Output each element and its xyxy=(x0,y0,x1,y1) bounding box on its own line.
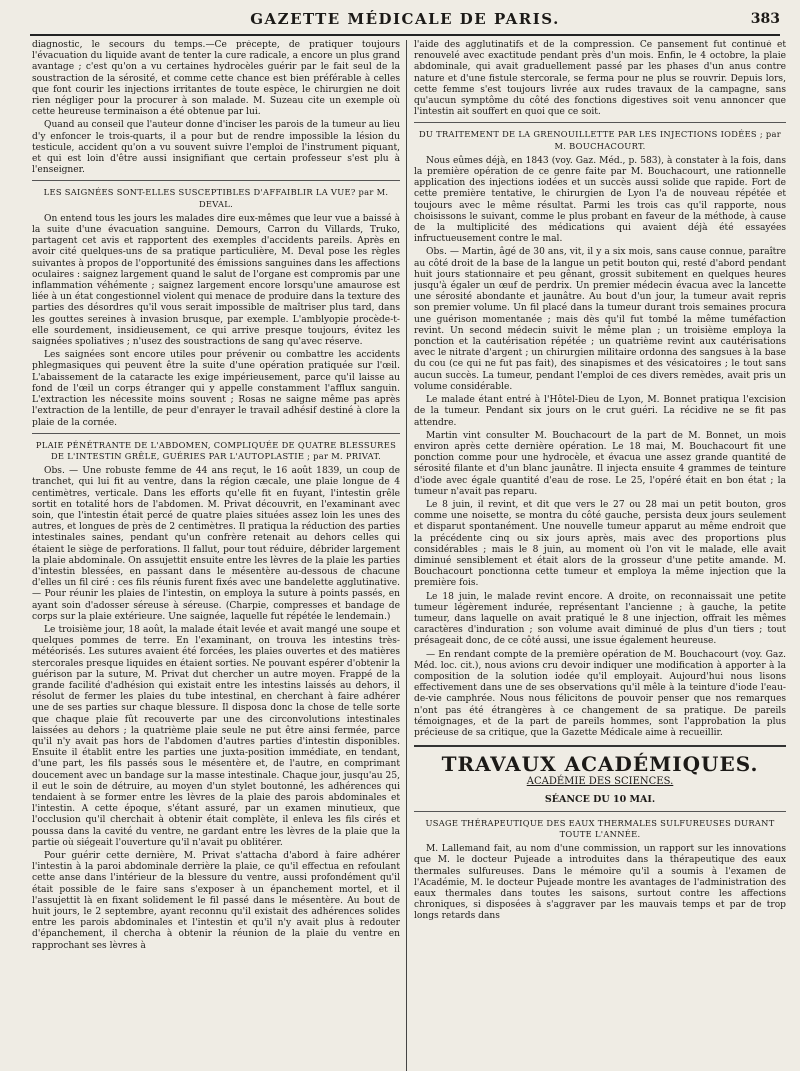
paragraph: Nous eûmes déjà, en 1843 (voy. Gaz. Méd., p. 583), à constater à la fois, dans la première opération de ce genre faite par M. Bouchacourt, une rationnelle application des injections iodées et un succès aussi solide que rapide. Fort de cette première tentative, le chirurgien de Lyon l'a de nouveau répétée et toujours avec le même résultat. Parmi les trois cas qu'il rapporte, nous choisissons le suivant, comme le plus probant en faveur de la méthode, à cause de la multiplicité des médications qui avaient déjà été essayées infructueusement contre le mal. xyxy=(414,155,786,245)
paragraph: Quand au conseil que l'auteur donne d'inciser les parois de la tumeur au lieu d'y enfoncer le trois-quarts, il a pour but de rendre impossible la lésion du testicule, accident qu'on a vu souvent suivre l'emploi de l'instrument piquant, et qui est loin d'être aussi insignifiant que certain professeur s'est plu à l'enseigner. xyxy=(32,120,400,176)
section-rule xyxy=(32,433,400,434)
paragraph: Le malade étant entré à l'Hôtel-Dieu de Lyon, M. Bonnet pratiqua l'excision de la tumeur. Pendant six jours on le crut guéri. La récidive ne se fit pas attendre. xyxy=(414,395,786,428)
right-column xyxy=(414,40,786,1071)
article-heading: DU TRAITEMENT DE LA GRENOUILLETTE PAR LES INJECTIONS IODÉES ; par M. BOUCHACOURT. xyxy=(418,129,781,151)
session-heading: SÉANCE DU 10 MAI. xyxy=(544,793,656,805)
masthead xyxy=(30,10,780,32)
section-rule xyxy=(414,745,786,747)
article-heading: LES SAIGNÉES SONT-ELLES SUSCEPTIBLES D'AFFAIBLIR LA VUE? par M. DEVAL. xyxy=(43,187,389,209)
newspaper-title: GAZETTE MÉDICALE DE PARIS. xyxy=(250,10,560,28)
academy-heading: ACADÉMIE DES SCIENCES. xyxy=(526,776,674,788)
paragraph: Le 18 juin, le malade revint encore. A droite, on reconnaissait une petite tumeur légèrement indurée, représentant l'ancienne ; à gauche, la petite tumeur, dans laquelle on avait pratiqué le 8 une injection, offrait les mêmes caractères d'induration ; son volume avait diminué de plus d'un tiers ; tout présageait donc, de ce côté aussi, une issue également heureuse. xyxy=(414,591,786,647)
paragraph: Les saignées sont encore utiles pour prévenir ou combattre les accidents phlegmasiques qui peuvent être la suite d'une opération pratiquée sur l'œil. L'abaissement de la cataracte les exige impérieusement, parce qu'il laisse au fond de l'œil un corps étranger qui y appelle constamment l'afflux sanguin. L'extraction les nécessite moins souvent ; Rosas ne saigne même pas après l'extraction de la lentille, de peur d'enrayer le travail adhésif destiné à clore la plaie de la cornée. xyxy=(32,350,400,428)
page-number: 383 xyxy=(750,11,780,27)
paragraph: l'aide des agglutinatifs et de la compression. Ce pansement fut continué et renouvelé avec exactitude pendant près d'un mois. Enfin, le 4 octobre, la plaie abdominale, qui avait graduellement passé par les phases d'un anus contre nature et d'une fistule stercorale, se ferma pour ne plus se rouvrir. Depuis lors, cette femme s'est toujours livrée aux rudes travaux de la campagne, sans qu'aucun symptôme du côté des fonctions digestives soit venu annoncer que l'intestin ait souffert en quoi que ce soit. xyxy=(414,40,786,118)
paragraph: Le 8 juin, il revint, et dit que vers le 27 ou 28 mai un petit bouton, gros comme une noisette, se montra du côté gauche, persista deux jours seulement et disparut spontanément. Une nouvelle tumeur apparut au même endroit que la précédente cinq ou six jours après, mais avec des proportions plus considérables ; mais le 8 juin, au moment où l'on vit le malade, elle avait diminué sensiblement et était alors de la grosseur d'une petite amande. M. Bouchacourt ponctionna cette tumeur et employa la même injection que la première fois. xyxy=(414,499,786,589)
column-divider xyxy=(406,40,407,1071)
header-rule xyxy=(30,34,780,36)
section-rule xyxy=(414,811,786,812)
paragraph: Le troisième jour, 18 août, la malade était levée et avait mangé une soupe et quelques pommes de terre. En l'examinant, on trouva les intestins très-météorisés. Les sutures avaient été forcées, les plaies ouvertes et des matières stercorales presque liquides en étaient sorties. Ne pouvant espérer d'obtenir la guérison par la suture, M. Privat dut chercher un autre moyen. Frappé de la grande facilité d'adhésion qui existait entre les intestins laissés au dehors, il résolut de fermer les plaies du tube intestinal, en cherchant à faire adhérer une de ses parties sur chaque blessure. Il disposa donc la chose de telle sorte que chaque plaie fût recouverte par une des circonvolutions intestinales laissées au dehors ; la quatrième plaie seule ne put être ainsi fermée, parce qu'il n'y avait pas hors de l'abdomen d'autres parties d'intestin disponibles. Ensuite il établit entre les parties une juxta-position immédiate, en tendant, d'une part, les fils passés sous le mésentère et, de l'autre, en comprimant doucement avec un bandage sur la masse intestinale. Chaque jour, jusqu'au 25, il eut le soin de détruire, au moyen d'un stylet boutonné, les adhérences qui tendaient à se former entre les lèvres de la plaie des parois abdominales et l'intestin. A cette époque, s'étant assuré, par un examen minutieux, que l'occlusion qu'il cherchait à obtenir était complète, il enleva les fils cirés et poussa dans la cavité du ventre, ne gardant entre les lèvres de la plaie que la partie où siégeait l'ouverture qu'il n'avait pu oblitérer. xyxy=(32,624,400,848)
paragraph: diagnostic, le secours du temps.—Ce précepte, de pratiquer toujours l'évacuation du liquide avant de tenter la cure radicale, a encore un plus grand avantage ; c'est qu'on a vu certaines hydrocèles guérir par le fait seul de la soustraction de la sérosité, et comme cette chance est bien préférable à celles que font courir les injections irritantes de toute espèce, le chirurgien ne doit rien négliger pour la procurer à son malade. M. Suzeau cite un exemple où cette heureuse terminaison a été obtenue par lui. xyxy=(32,40,400,118)
paragraph: Martin vint consulter M. Bouchacourt de la part de M. Bonnet, un mois environ après cette dernière opération. Le 18 mai, M. Bouchacourt fit une ponction comme pour une hydrocèle, et évacua une assez grande quantité de sérosité filante et d'un blanc jaunâtre. Il injecta ensuite 4 grammes de teinture d'iode avec égale quantité d'eau de rose. Le 25, l'opéré était en bon état ; la tumeur n'avait pas reparu. xyxy=(414,430,786,497)
section-rule xyxy=(414,122,786,123)
article-heading: USAGE THÉRAPEUTIQUE DES EAUX THERMALES SULFUREUSES DURANT TOUTE L'ANNÉE. xyxy=(425,817,775,839)
paragraph: Pour guérir cette dernière, M. Privat s'attacha d'abord à faire adhérer l'intestin à la paroi abdominale derrière la plaie, ce qu'il effectua en refoulant cette anse dans l'intérieur de la blessure du ventre, aussi profondément qu'il était possible de le faire sans s'exposer à un épanchement mortel, et il l'assujettit là en fixant solidement le fil passé dans le mésentère. Au bout de huit jours, le 2 septembre, ayant reconnu qu'il existait des adhérences solides entre les parois abdominales et l'intestin et qu'il n'y avait plus à redouter d'épanchement, il chercha à obtenir la réunion de la plaie du ventre en rapprochant ses lèvres à xyxy=(32,851,400,951)
paragraph: Obs. — Une robuste femme de 44 ans reçut, le 16 août 1839, un coup de tranchet, qui lui fit au ventre, dans la région cæcale, une plaie longue de 4 centimètres, verticale. Dans les efforts qu'elle fit en fuyant, l'intestin grêle sortit en totalité hors de l'abdomen. M. Privat découvrit, en l'examinant avec soin, que l'intestin était percé de quatre plaies situées assez loin les unes des autres, et longues de près de 2 centimètres. Il pratiqua la réduction des parties intestinales saines, pendant qu'un confrère retenait au dehors celles qui étaient le siège de perforations. Il fallut, pour tout réduire, débrider largement la plaie abdominale. On assujettit ensuite entre les lèvres de la plaie les parties d'intestin blessées, en passant dans le mésentère au-dessous de chacune d'elles un fil ciré : ces fils réunis furent fixés avec une bandelette agglutinative. — Pour réunir les plaies de l'intestin, on employa la suture à points passés, en ayant soin d'adosser séreuse à séreuse. (Charpie, compresses et bandage de corps sur la plaie extérieure. Une saignée, laquelle fut répétée le lendemain.) xyxy=(32,466,400,622)
paragraph: Obs. — Martin, âgé de 30 ans, vit, il y a six mois, sans cause connue, paraître au côté droit de la base de la langue un petit bouton qui, resté d'abord pendant huit jours stationnaire et peu gênant, grossit subitement en quelques heures jusqu'à égaler un œuf de perdrix. Un premier médecin évacua avec la lancette une sérosité abondante et jaunâtre. Au bout d'un jour, la tumeur avait repris son premier volume. Un fil placé dans la tumeur durant trois semaines procura une guérison momentanée ; mais dès qu'il fut tombé la même tuméfaction revint. Un second médecin suivit le même plan ; un troisième employa la ponction et la cautérisation répétée ; un quatrième revint aux cautérisations avec le nitrate d'argent ; un chirurgien militaire ordonna des sangsues à la base du cou (ce qui ne fut pas fait), des sinapismes et des vésicatoires ; le tout sans aucun succès. La tumeur, pendant l'emploi de ces divers remèdes, avait pris un volume considérable. xyxy=(414,247,786,392)
paragraph: M. Lallemand fait, au nom d'une commission, un rapport sur les innovations que M. le docteur Pujeade a introduites dans la thérapeutique des eaux thermales sulfureuses. Dans le mémoire qu'il a soumis à l'examen de l'Académie, M. le docteur Pujeade montre les avantages de l'administration des eaux thermales dans toutes les saisons, surtout contre les affections chroniques, si disposées à s'aggraver par les mauvais temps et par de trop longs retards dans xyxy=(414,844,786,922)
section-rule xyxy=(32,180,400,181)
paragraph: On entend tous les jours les malades dire eux-mêmes que leur vue a baissé à la suite d'une évacuation sanguine. Demours, Carron du Villards, Truko, partagent cet avis et rapportent des exemples d'accidents pareils. Après en avoir cité quelques-uns de sa pratique particulière, M. Deval pose les règles suivantes à propos de l'opportunité des émissions sanguines dans les affections oculaires : saignez largement quand le salut de l'organe est compromis par une inflammation véhémente ; saignez largement encore lorsqu'une amaurose est liée à un état congestionnel violent qui menace de produire dans la texture des parties des désordres qu'il vous serait impossible de maîtriser plus tard, dans les gouttes sereines à invasion brusque, par exemple. L'amblyopie procède-t-elle sourdement, insidieusement, ce qui arrive presque toujours, évitez les saignées spoliatives ; n'usez des soustractions de sang qu'avec réserve. xyxy=(32,213,400,348)
left-column xyxy=(32,40,400,1071)
article-heading: PLAIE PÉNÉTRANTE DE L'ABDOMEN, COMPLIQUÉE DE QUATRE BLESSURES DE L'INTESTIN GRÊLE, GUÉRIES PAR L'AUTOPLASTIE ; par M. PRIVAT. xyxy=(35,439,397,461)
paragraph: — En rendant compte de la première opération de M. Bouchacourt (voy. Gaz. Méd. loc. cit.), nous avions cru devoir indiquer une modification à apporter à la composition de la solution iodée qu'il employait. Aujourd'hui nous lisons effectivement dans une de ses observations qu'il mêle à la teinture d'iode l'eau-de-vie camphrée. Nous nous félicitons de pouvoir penser que nos remarques n'ont pas été étrangères à ce changement de sa pratique. De pareils témoignages, et de la part de pareils hommes, sont l'approbation la plus précieuse de sa critique, que la Gazette Médicale aime à recueillir. xyxy=(414,649,786,738)
section-title: TRAVAUX ACADÉMIQUES. xyxy=(441,752,759,777)
